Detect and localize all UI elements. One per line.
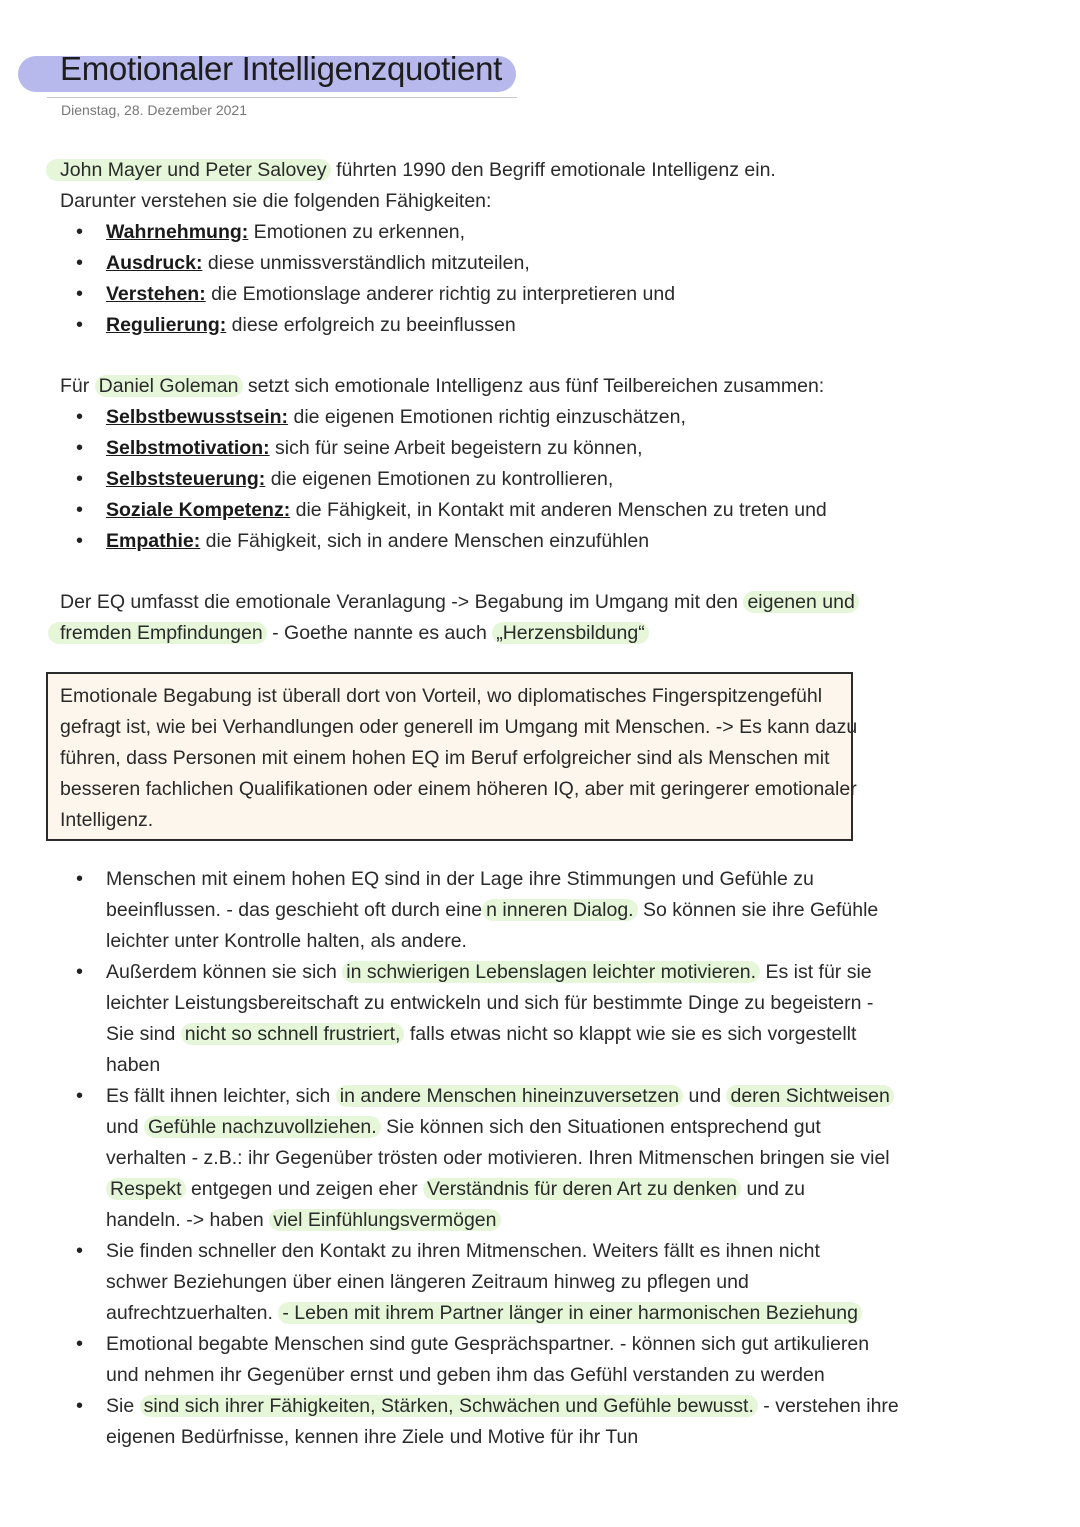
list-item: • Empathie: die Fähigkeit, sich in andere Menschen einzufühlen	[106, 526, 827, 557]
highlight-names: John Mayer und Peter Salovey	[46, 159, 331, 181]
goleman-intro: Für Daniel Goleman setzt sich emotionale Intelligenz aus fünf Teilbereichen zusammen:	[60, 375, 825, 397]
goleman-list	[106, 402, 827, 557]
title-block	[18, 52, 516, 92]
eq-line-2: fremden Empfindungen - Goethe nannte es auch „Herzensbildung“	[60, 618, 649, 649]
list-item: • Sie sind sich ihrer Fähigkeiten, Stärken, Schwächen und Gefühle bewusst. - verstehen ihre eigenen Bedürfnisse, kennen ihre Ziele und Motive für ihr Tun	[106, 1391, 866, 1453]
list-item: • Selbstmotivation: sich für seine Arbeit begeistern zu können,	[106, 433, 827, 464]
intro-line-1: John Mayer und Peter Salovey führten 1990 den Begriff emotionale Intelligenz ein.	[60, 155, 776, 186]
list-item: • Außerdem können sie sich in schwierigen Lebenslagen leichter motivieren. Es ist für sie leichter Leistungsbereitschaft zu entwickeln und sich für bestimmte Dinge zu begeistern - Sie sind nicht so schnell frustriert, falls etwas nicht so klappt wie sie es sich vorgestellt haben	[106, 957, 866, 1081]
info-box: Emotionale Begabung ist überall dort von Vorteil, wo diplomatisches Fingerspitzengefühl gefragt ist, wie bei Verhandlungen oder generell im Umgang mit Menschen. -> Es kann dazu führen, dass Personen mit einem hohen EQ im Beruf erfolgreicher sind als Menschen mit besseren fachlichen Qualifikationen oder einem höheren IQ, aber mit geringerer emotionaler Intelligenz.	[46, 672, 853, 841]
list-item: • Selbstbewusstsein: die eigenen Emotionen richtig einzuschätzen,	[106, 402, 827, 433]
abilities-list	[106, 217, 675, 341]
intro-line-2: Darunter verstehen sie die folgenden Fähigkeiten:	[60, 190, 492, 212]
page-date: Dienstag, 28. Dezember 2021	[61, 102, 247, 118]
page-title: Emotionaler Intelligenzquotient	[60, 50, 502, 87]
list-item: • Emotional begabte Menschen sind gute Gesprächspartner. - können sich gut artikulieren und nehmen ihr Gegenüber ernst und geben ihm das Gefühl verstanden zu werden	[106, 1329, 866, 1391]
list-item: • Soziale Kompetenz: die Fähigkeit, in Kontakt mit anderen Menschen zu treten und	[106, 495, 827, 526]
list-item: • Verstehen: die Emotionslage anderer richtig zu interpretieren und	[106, 279, 675, 310]
list-item: • Regulierung: diese erfolgreich zu beeinflussen	[106, 310, 675, 341]
highlight-goleman: Daniel Goleman	[95, 375, 243, 397]
list-item: • Sie finden schneller den Kontakt zu ihren Mitmenschen. Weiters fällt es ihnen nicht schwer Beziehungen über einen längeren Zeitraum hinweg zu pflegen und aufrechtzuerhalten. - Leben mit ihrem Partner länger in einer harmonischen Beziehung	[106, 1236, 866, 1329]
list-item: • Ausdruck: diese unmissverständlich mitzuteilen,	[106, 248, 675, 279]
title-divider	[47, 97, 517, 98]
list-item: • Es fällt ihnen leichter, sich in andere Menschen hineinzuversetzen und deren Sichtweisen und Gefühle nachzuvollziehen. Sie können sich den Situationen entsprechend gut verhalten - z.B.: ihr Gegenüber trösten oder motivieren. Ihren Mitmenschen bringen sie viel Respekt entgegen und zeigen eher Verständnis für deren Art zu denken und zu handeln. -> haben viel Einfühlungsvermögen	[106, 1081, 866, 1236]
characteristics-list	[106, 864, 899, 1453]
list-item: • Menschen mit einem hohen EQ sind in der Lage ihre Stimmungen und Gefühle zu beeinflussen. - das geschieht oft durch eine n inneren Dialog. So können sie ihre Gefühle leichter unter Kontrolle halten, als andere.	[106, 864, 866, 957]
list-item: • Selbststeuerung: die eigenen Emotionen zu kontrollieren,	[106, 464, 827, 495]
list-item: • Wahrnehmung: Emotionen zu erkennen,	[106, 217, 675, 248]
eq-line-1: Der EQ umfasst die emotionale Veranlagung -> Begabung im Umgang mit den eigenen und	[60, 587, 859, 618]
